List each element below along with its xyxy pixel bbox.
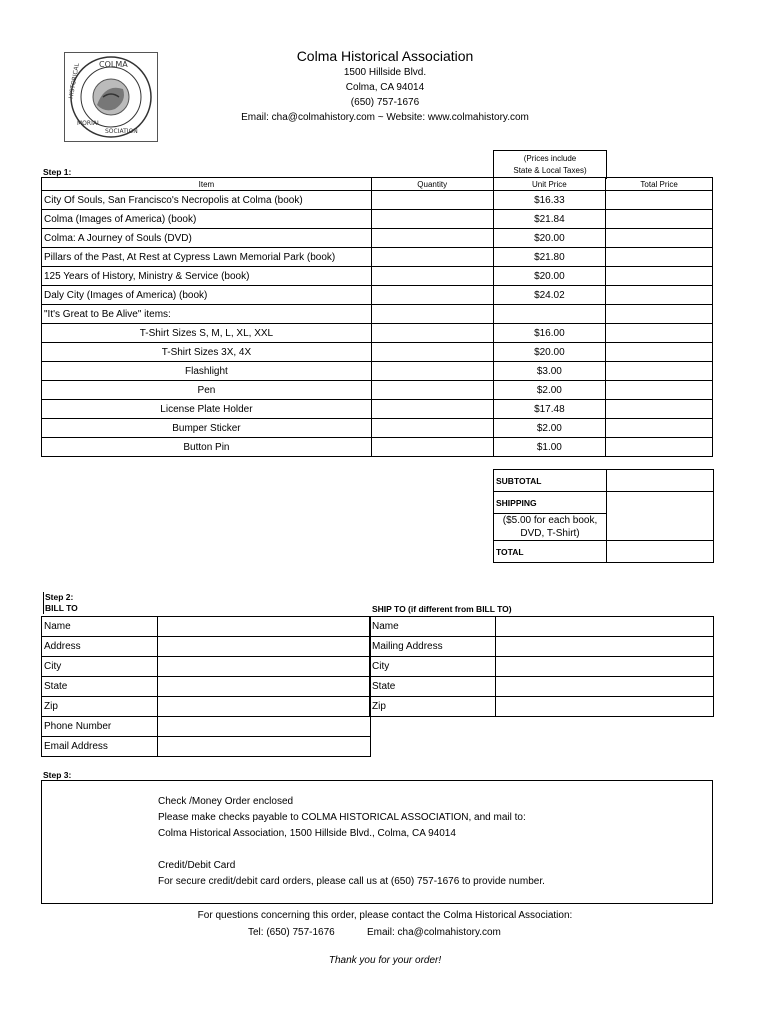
org-phone: (650) 757-1676 bbox=[350, 97, 420, 108]
quantity-cell[interactable] bbox=[371, 191, 493, 210]
summary-table bbox=[493, 469, 714, 563]
field-input[interactable] bbox=[158, 717, 371, 737]
item-name: Daly City (Images of America) (book) bbox=[42, 286, 372, 305]
total-price-cell[interactable] bbox=[606, 210, 713, 229]
field-label: Address bbox=[42, 637, 158, 657]
unit-price: $20.00 bbox=[493, 343, 606, 362]
quantity-cell[interactable] bbox=[371, 267, 493, 286]
form-row bbox=[42, 657, 371, 677]
item-name: Flashlight bbox=[42, 362, 372, 381]
unit-price: $2.00 bbox=[493, 381, 606, 400]
check-title: Check /Money Order enclosed bbox=[158, 796, 294, 807]
form-row bbox=[370, 697, 714, 717]
table-row bbox=[42, 362, 713, 381]
field-label: Name bbox=[370, 617, 496, 637]
unit-price: $21.84 bbox=[493, 210, 606, 229]
shipping-label: SHIPPING bbox=[494, 492, 607, 514]
field-input[interactable] bbox=[496, 697, 714, 717]
quantity-cell[interactable] bbox=[371, 381, 493, 400]
org-address-line1: 1500 Hillside Blvd. bbox=[343, 67, 427, 78]
quantity-header: Quantity bbox=[371, 178, 493, 191]
footer-tel: Tel: (650) 757-1676 bbox=[248, 927, 335, 938]
field-input[interactable] bbox=[158, 637, 371, 657]
order-items-table bbox=[41, 177, 713, 457]
footer-email: Email: cha@colmahistory.com bbox=[367, 927, 501, 938]
quantity-cell[interactable] bbox=[371, 210, 493, 229]
item-name: City Of Souls, San Francisco's Necropolis at Colma (book) bbox=[42, 191, 372, 210]
quantity-cell[interactable] bbox=[371, 286, 493, 305]
field-input[interactable] bbox=[496, 617, 714, 637]
total-price-cell[interactable] bbox=[606, 438, 713, 457]
form-row bbox=[42, 717, 371, 737]
subtotal-value-cell[interactable] bbox=[607, 470, 714, 492]
unit-price-header: Unit Price bbox=[493, 178, 606, 191]
table-row bbox=[42, 419, 713, 438]
item-name: T-Shirt Sizes 3X, 4X bbox=[42, 343, 372, 362]
quantity-cell[interactable] bbox=[371, 400, 493, 419]
item-name: Bumper Sticker bbox=[42, 419, 372, 438]
payment-box bbox=[41, 780, 713, 904]
step1-label: Step 1: bbox=[43, 167, 72, 177]
thank-you: Thank you for your order! bbox=[328, 955, 442, 966]
field-input[interactable] bbox=[496, 637, 714, 657]
total-price-cell[interactable] bbox=[606, 229, 713, 248]
svg-text:HISTORICAL: HISTORICAL bbox=[67, 62, 81, 100]
quantity-cell[interactable] bbox=[371, 305, 493, 324]
quantity-cell[interactable] bbox=[371, 419, 493, 438]
field-input[interactable] bbox=[496, 677, 714, 697]
table-row bbox=[42, 248, 713, 267]
form-row bbox=[42, 617, 371, 637]
quantity-cell[interactable] bbox=[371, 438, 493, 457]
card-line: For secure credit/debit card orders, please call us at (650) 757-1676 to provide number. bbox=[158, 876, 545, 887]
footer-line1: For questions concerning this order, please contact the Colma Historical Association: bbox=[197, 910, 573, 921]
item-name: Pillars of the Past, At Rest at Cypress Lawn Memorial Park (book) bbox=[42, 248, 372, 267]
field-label: City bbox=[42, 657, 158, 677]
total-price-cell[interactable] bbox=[606, 191, 713, 210]
total-price-cell[interactable] bbox=[606, 286, 713, 305]
item-name: "It's Great to Be Alive" items: bbox=[42, 305, 372, 324]
unit-price: $17.48 bbox=[493, 400, 606, 419]
table-row bbox=[42, 400, 713, 419]
step2-label-block bbox=[43, 592, 78, 614]
unit-price bbox=[493, 305, 606, 324]
item-name: T-Shirt Sizes S, M, L, XL, XXL bbox=[42, 324, 372, 343]
unit-price: $21.80 bbox=[493, 248, 606, 267]
org-address-line2: Colma, CA 94014 bbox=[345, 82, 425, 93]
unit-price: $24.02 bbox=[493, 286, 606, 305]
total-price-cell[interactable] bbox=[606, 362, 713, 381]
table-row bbox=[42, 229, 713, 248]
form-row bbox=[42, 737, 371, 757]
quantity-cell[interactable] bbox=[371, 343, 493, 362]
total-value-cell[interactable] bbox=[607, 541, 714, 563]
table-row bbox=[42, 381, 713, 400]
form-row bbox=[370, 657, 714, 677]
form-row bbox=[42, 677, 371, 697]
org-contact: Email: cha@colmahistory.com ~ Website: www.colmahistory.com bbox=[241, 112, 529, 123]
item-name: 125 Years of History, Ministry & Service (book) bbox=[42, 267, 372, 286]
bill-to-table bbox=[41, 616, 371, 757]
form-row bbox=[370, 677, 714, 697]
unit-price: $3.00 bbox=[493, 362, 606, 381]
shipping-value-cell[interactable] bbox=[607, 492, 714, 541]
field-input[interactable] bbox=[158, 697, 371, 717]
card-title: Credit/Debit Card bbox=[158, 860, 236, 871]
table-row bbox=[42, 286, 713, 305]
ship-to-table bbox=[369, 616, 714, 717]
field-input[interactable] bbox=[158, 657, 371, 677]
unit-price: $20.00 bbox=[493, 267, 606, 286]
field-input[interactable] bbox=[496, 657, 714, 677]
unit-price: $16.00 bbox=[493, 324, 606, 343]
shipping-note-line1: ($5.00 for each book, bbox=[502, 515, 598, 526]
total-price-cell[interactable] bbox=[606, 305, 713, 324]
svg-text:MORIAL: MORIAL bbox=[77, 120, 101, 127]
form-row bbox=[42, 697, 371, 717]
total-price-cell[interactable] bbox=[606, 419, 713, 438]
total-price-cell[interactable] bbox=[606, 248, 713, 267]
unit-price: $1.00 bbox=[493, 438, 606, 457]
svg-text:COLMA: COLMA bbox=[99, 60, 128, 69]
field-input[interactable] bbox=[158, 737, 371, 757]
total-price-cell[interactable] bbox=[606, 400, 713, 419]
total-label: TOTAL bbox=[494, 541, 607, 563]
check-line2: Colma Historical Association, 1500 Hillside Blvd., Colma, CA 94014 bbox=[158, 828, 456, 839]
price-note-line2: State & Local Taxes) bbox=[513, 165, 587, 175]
svg-text:SOCIATION: SOCIATION bbox=[105, 128, 138, 135]
shipping-note-line2: DVD, T-Shirt) bbox=[520, 528, 580, 539]
price-note-line1: (Prices include bbox=[523, 153, 577, 163]
quantity-cell[interactable] bbox=[371, 362, 493, 381]
item-name: Button Pin bbox=[42, 438, 372, 457]
quantity-cell[interactable] bbox=[371, 229, 493, 248]
item-name: Colma (Images of America) (book) bbox=[42, 210, 372, 229]
step3-label: Step 3: bbox=[43, 770, 72, 780]
form-row bbox=[370, 637, 714, 657]
org-name: Colma Historical Association bbox=[296, 48, 474, 64]
total-price-header: Total Price bbox=[606, 178, 713, 191]
item-name: Colma: A Journey of Souls (DVD) bbox=[42, 229, 372, 248]
unit-price: $20.00 bbox=[493, 229, 606, 248]
check-line1: Please make checks payable to COLMA HISTORICAL ASSOCIATION, and mail to: bbox=[158, 812, 526, 823]
field-label: Email Address bbox=[42, 737, 158, 757]
table-row bbox=[42, 343, 713, 362]
quantity-cell[interactable] bbox=[371, 324, 493, 343]
item-name: License Plate Holder bbox=[42, 400, 372, 419]
form-row bbox=[42, 637, 371, 657]
step2-label: Step 2: bbox=[45, 592, 74, 602]
field-label: Name bbox=[42, 617, 158, 637]
unit-price: $2.00 bbox=[493, 419, 606, 438]
table-header-row bbox=[42, 178, 713, 191]
field-label: State bbox=[370, 677, 496, 697]
table-row bbox=[42, 267, 713, 286]
total-price-cell[interactable] bbox=[606, 324, 713, 343]
table-row bbox=[42, 438, 713, 457]
unit-price: $16.33 bbox=[493, 191, 606, 210]
field-label: Mailing Address bbox=[370, 637, 496, 657]
quantity-cell[interactable] bbox=[371, 248, 493, 267]
form-row bbox=[370, 617, 714, 637]
table-row bbox=[42, 324, 713, 343]
field-label: Zip bbox=[42, 697, 158, 717]
total-price-cell[interactable] bbox=[606, 343, 713, 362]
field-label: City bbox=[370, 657, 496, 677]
field-label: State bbox=[42, 677, 158, 697]
field-input[interactable] bbox=[158, 677, 371, 697]
table-row bbox=[42, 191, 713, 210]
table-row bbox=[42, 210, 713, 229]
ship-to-label: SHIP TO (if different from BILL TO) bbox=[372, 604, 512, 614]
field-label: Zip bbox=[370, 697, 496, 717]
price-note-box bbox=[493, 150, 607, 179]
field-input[interactable] bbox=[158, 617, 371, 637]
item-header: Item bbox=[42, 178, 372, 191]
table-row bbox=[42, 305, 713, 324]
total-price-cell[interactable] bbox=[606, 267, 713, 286]
subtotal-label: SUBTOTAL bbox=[494, 470, 607, 492]
item-name: Pen bbox=[42, 381, 372, 400]
field-label: Phone Number bbox=[42, 717, 158, 737]
bill-to-label: BILL TO bbox=[45, 603, 78, 613]
total-price-cell[interactable] bbox=[606, 381, 713, 400]
